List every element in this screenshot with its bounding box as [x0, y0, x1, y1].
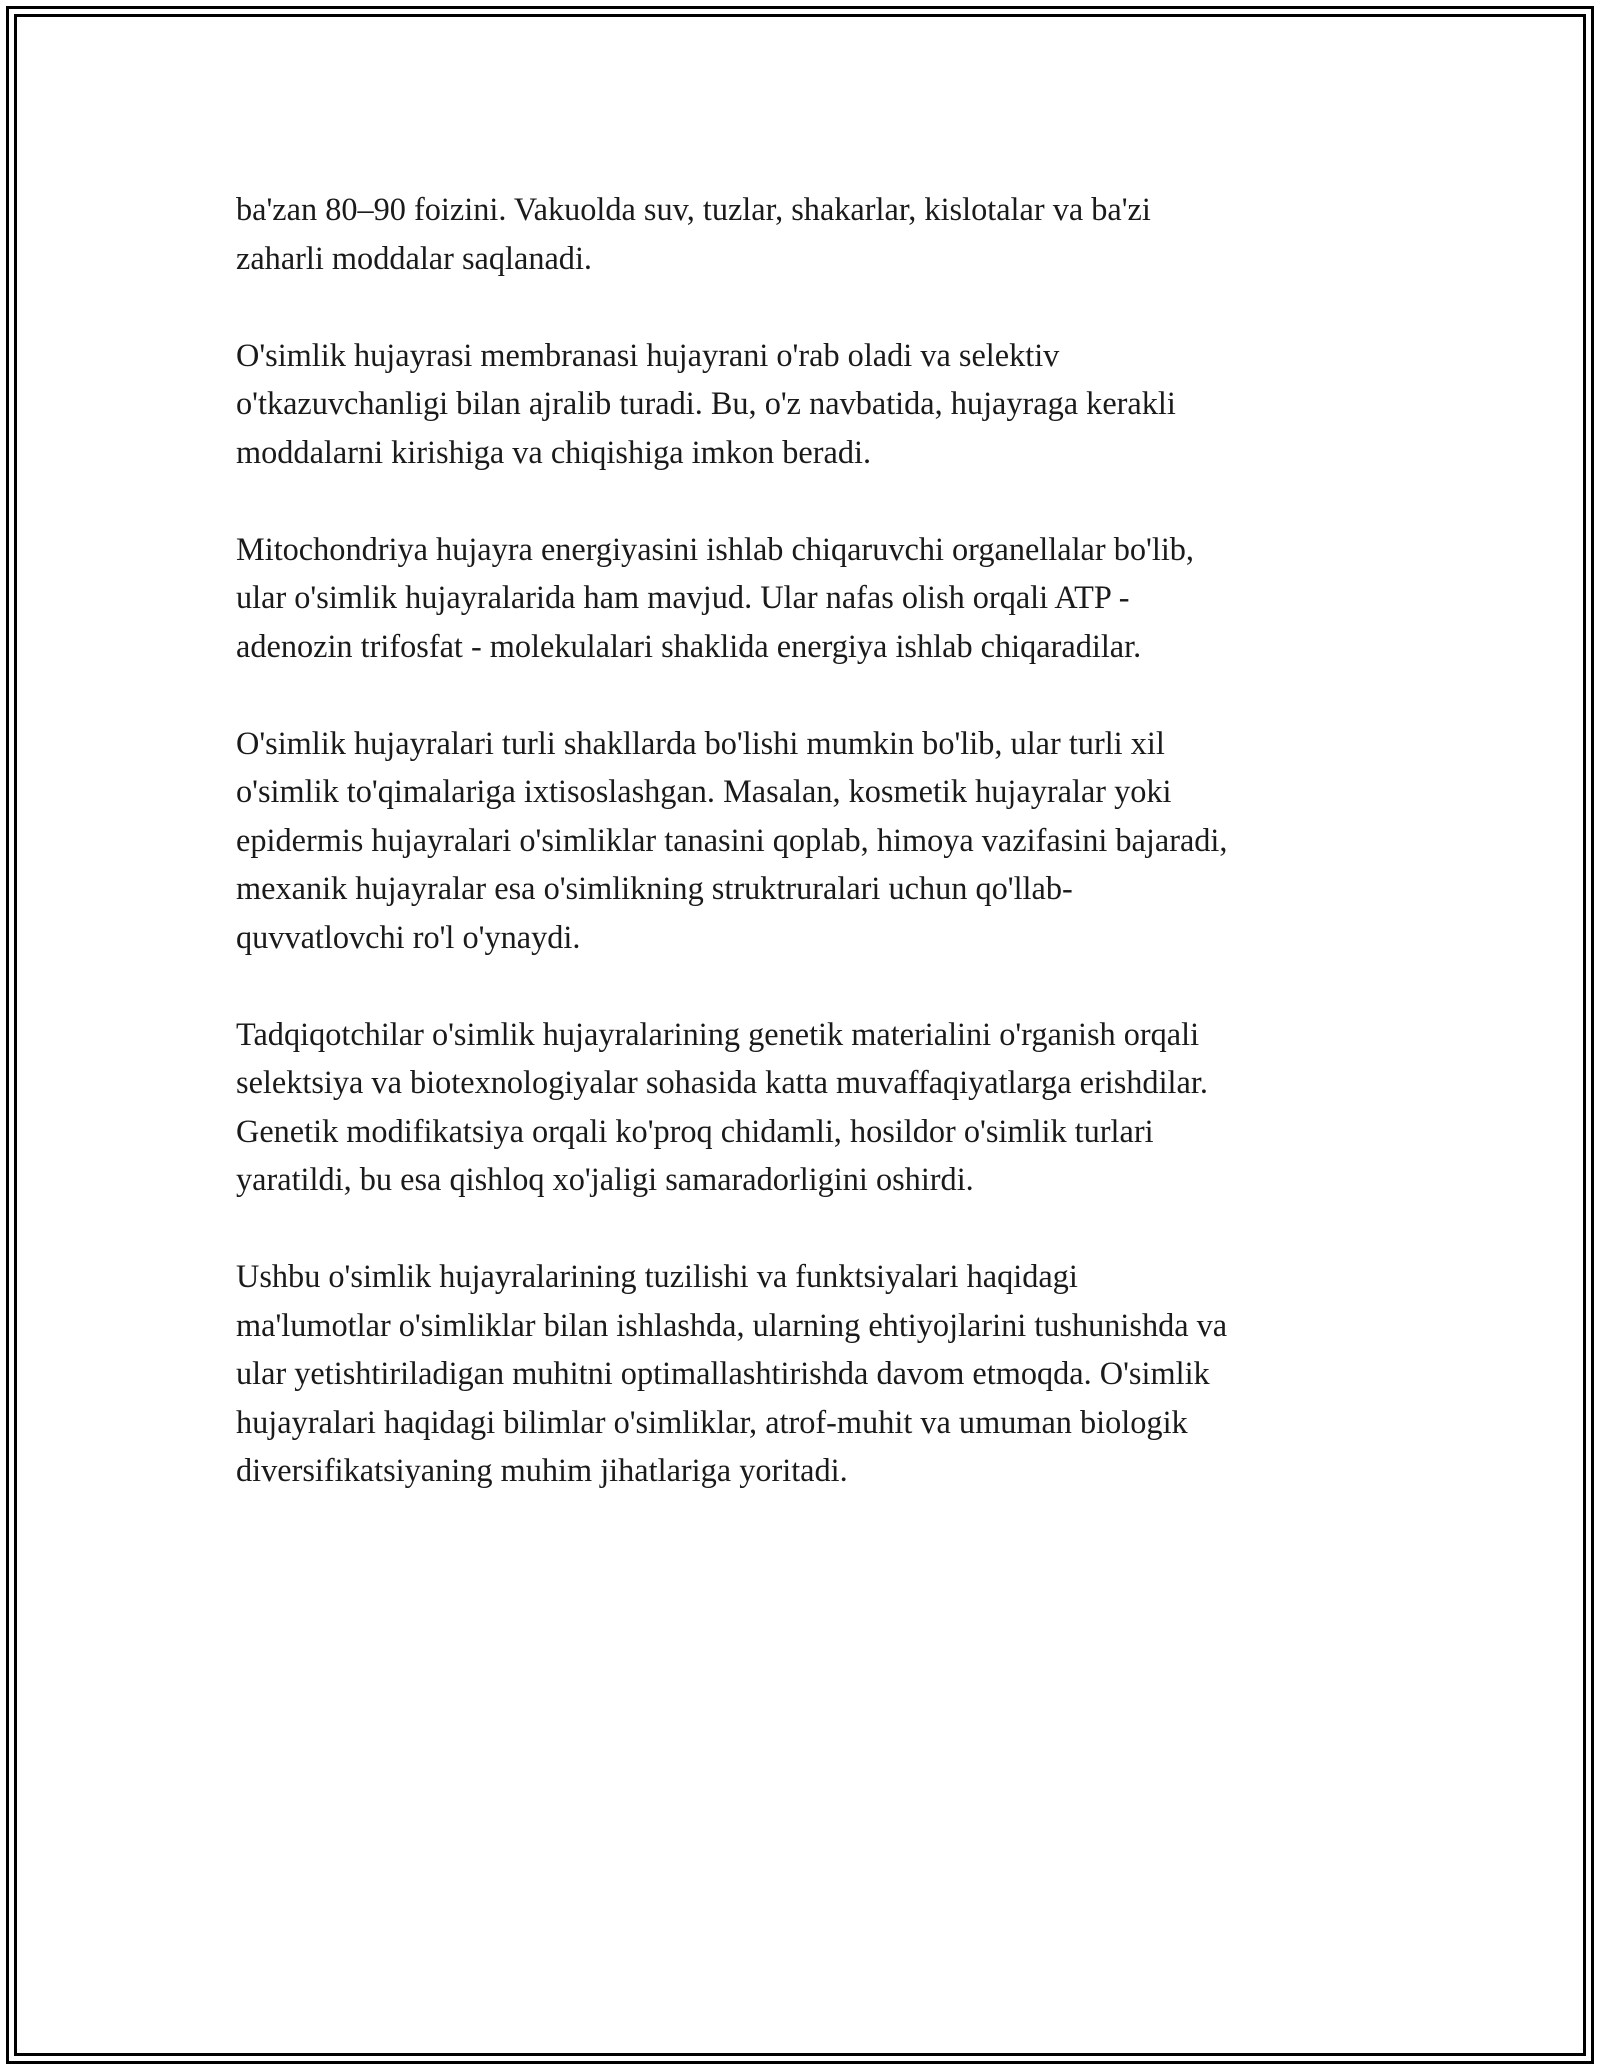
paragraph-line: O'simlik hujayrasi membranasi hujayrani o'rab oladi va selektiv: [236, 336, 1060, 373]
paragraph-line: o'simlik to'qimalariga ixtisoslashgan. Masalan, kosmetik hujayralar yoki: [236, 773, 1172, 809]
paragraph-line: adenozin trifosfat - molekulalari shaklida energiya ishlab chiqaradilar.: [236, 627, 1142, 664]
paragraph-line: zaharli moddalar saqlanadi.: [236, 239, 593, 276]
paragraph-line: epidermis hujayralari o'simliklar tanasini qoplab, himoya vazifasini bajaradi,: [236, 821, 1228, 858]
paragraph-line: Mitochondriya hujayra energiyasini ishlab chiqaruvchi organellalar bo'lib,: [236, 530, 1195, 567]
paragraph-line: hujayralari haqidagi bilimlar o'simliklar, atrof-muhit va umuman biologik: [236, 1403, 1188, 1440]
paragraph-line: O'simlik hujayralari turli shakllarda bo'lishi mumkin bo'lib, ular turli xil: [236, 724, 1165, 761]
paragraph: [236, 1010, 1386, 1204]
paragraph-line: ma'lumotlar o'simliklar bilan ishlashda, ularning ehtiyojlarini tushunishda va: [236, 1306, 1228, 1343]
paragraph-line: ular o'simlik hujayralarida ham mavjud. Ular nafas olish orqali ATP -: [236, 579, 1130, 615]
paragraph-line: o'tkazuvchanligi bilan ajralib turadi. Bu, o'z navbatida, hujayraga kerakli: [236, 385, 1176, 421]
paragraph: [236, 331, 1386, 477]
paragraph: [236, 185, 1386, 282]
paragraph-line: ular yetishtiriladigan muhitni optimallashtirishda davom etmoqda. O'simlik: [236, 1355, 1210, 1391]
paragraph: [236, 525, 1386, 671]
paragraph-line: quvvatlovchi ro'l o'ynaydi.: [236, 918, 581, 955]
paragraph-line: moddalarni kirishiga va chiqishiga imkon beradi.: [236, 433, 872, 470]
document-body: [236, 185, 1386, 1543]
paragraph-line: Tadqiqotchilar o'simlik hujayralarining genetik materialini o'rganish orqali: [236, 1015, 1200, 1052]
paragraph-line: yaratildi, bu esa qishloq xo'jaligi samaradorligini oshirdi.: [236, 1161, 974, 1197]
paragraph-line: mexanik hujayralar esa o'simlikning struktruralari uchun qo'llab-: [236, 870, 1073, 906]
paragraph-line: diversifikatsiyaning muhim jihatlariga yoritadi.: [236, 1452, 848, 1488]
paragraph: [236, 719, 1386, 962]
paragraph: [236, 1252, 1386, 1495]
paragraph-line: selektsiya va biotexnologiyalar sohasida katta muvaffaqiyatlarga erishdilar.: [236, 1064, 1208, 1100]
paragraph-line: Genetik modifikatsiya orqali ko'proq chidamli, hosildor o'simlik turlari: [236, 1112, 1154, 1149]
paragraph-line: Ushbu o'simlik hujayralarining tuzilishi va funktsiyalari haqidagi: [236, 1258, 1078, 1294]
paragraph-line: ba'zan 80–90 foizini. Vakuolda suv, tuzlar, shakarlar, kislotalar va ba'zi: [236, 191, 1151, 227]
